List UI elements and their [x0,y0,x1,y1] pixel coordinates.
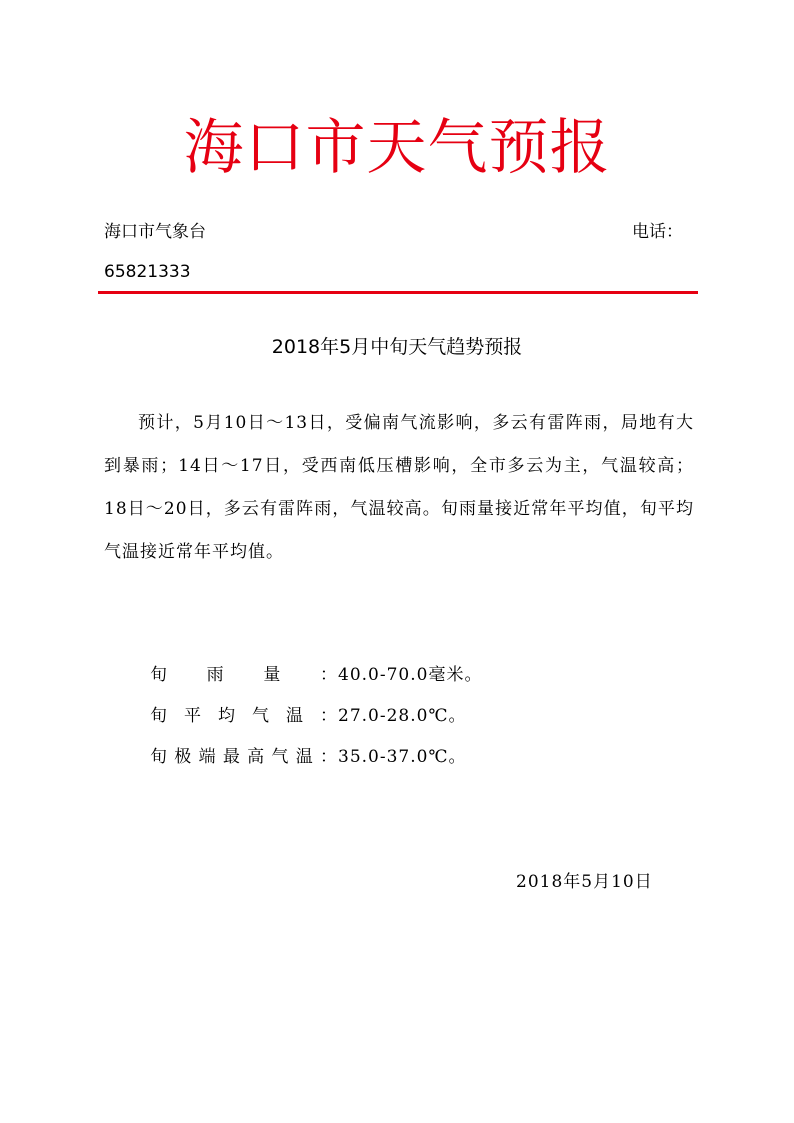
stat-label: 旬雨量： [150,665,338,685]
stat-value: 35.0-37.0℃。 [338,747,467,767]
agency-name: 海口市气象台 [104,222,206,242]
forecast-stats [150,655,482,778]
stat-value: 27.0-28.0℃。 [338,706,467,726]
stat-row-rainfall [150,655,482,696]
stat-label: 旬极端最高气温： [150,747,338,767]
issue-date: 2018年5月10日 [516,872,653,892]
header-divider [98,291,698,294]
document-title: 2018年5月中旬天气趋势预报 [271,336,523,358]
stat-label: 旬平均气温： [150,706,338,726]
phone-label: 电话： [632,222,683,242]
stat-value: 40.0-70.0毫米。 [338,665,483,685]
forecast-paragraph: 预计，5月10日～13日，受偏南气流影响，多云有雷阵雨，局地有大到暴雨；14日～17日，受西南低压槽影响，全市多云为主，气温较高；18日～20日，多云有雷阵雨，气温较高。旬雨量接近常年平均值，旬平均气温接近常年平均值。 [104,413,694,562]
phone-number: 65821333 [104,262,191,282]
stat-row-max-temp [150,737,482,778]
stat-row-avg-temp [150,696,482,737]
page-title: 海口市天气预报 [183,113,611,183]
